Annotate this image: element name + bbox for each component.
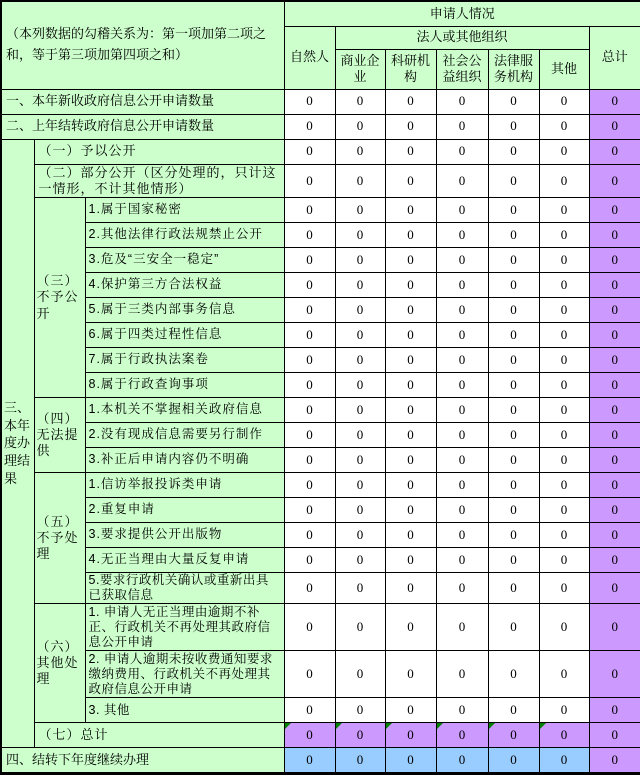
value-cell: 0 bbox=[488, 573, 539, 604]
total-value-cell: 0 bbox=[589, 423, 640, 448]
group-label-unable-to-provide: （四）无法提供 bbox=[34, 398, 85, 473]
value-cell: 0 bbox=[539, 448, 589, 473]
value-cell: 0 bbox=[284, 573, 335, 604]
value-cell: 0 bbox=[284, 448, 335, 473]
value-cell: 0 bbox=[385, 139, 436, 164]
total-value-cell: 0 bbox=[589, 114, 640, 139]
item-label: 5.要求行政机关确认或重新出具已获取信息 bbox=[85, 573, 284, 604]
value-cell: 0 bbox=[488, 348, 539, 373]
group-label-not-processed: （五）不予处理 bbox=[34, 473, 85, 604]
total-value-cell: 0 bbox=[589, 651, 640, 698]
col-header-research: 科研机构 bbox=[385, 49, 436, 89]
total-value-cell: 0 bbox=[589, 498, 640, 523]
value-cell: 0 bbox=[335, 448, 385, 473]
value-cell: 0 bbox=[436, 323, 488, 348]
value-cell: 0 bbox=[488, 423, 539, 448]
formula-indicator-icon bbox=[336, 723, 342, 729]
value-cell: 0 bbox=[385, 348, 436, 373]
value-cell: 0 bbox=[488, 323, 539, 348]
subtotal-value-cell bbox=[335, 723, 385, 748]
value-cell: 0 bbox=[488, 473, 539, 498]
total-value-cell: 0 bbox=[589, 398, 640, 423]
value-cell: 0 bbox=[488, 498, 539, 523]
value-cell: 0 bbox=[539, 604, 589, 651]
value-cell: 0 bbox=[385, 698, 436, 723]
value-cell: 0 bbox=[335, 498, 385, 523]
value-cell: 0 bbox=[436, 604, 488, 651]
value-cell: 0 bbox=[488, 114, 539, 139]
value-cell: 0 bbox=[284, 89, 335, 114]
value-cell: 0 bbox=[284, 139, 335, 164]
value-cell: 0 bbox=[539, 548, 589, 573]
value-cell: 0 bbox=[539, 273, 589, 298]
value-cell: 0 bbox=[335, 373, 385, 398]
value-cell: 0 bbox=[436, 298, 488, 323]
item-label: 1.本机关不掌握相关政府信息 bbox=[85, 398, 284, 423]
value-cell: 0 bbox=[539, 139, 589, 164]
value-cell: 0 bbox=[436, 573, 488, 604]
subtotal-value-cell bbox=[436, 723, 488, 748]
value-cell: 0 bbox=[335, 573, 385, 604]
value-cell: 0 bbox=[488, 198, 539, 223]
value-cell: 0 bbox=[335, 248, 385, 273]
value-cell: 0 bbox=[284, 473, 335, 498]
value-cell: 0 bbox=[436, 248, 488, 273]
value-cell: 0 bbox=[539, 223, 589, 248]
value-cell: 0 bbox=[436, 423, 488, 448]
value-cell: 0 bbox=[385, 373, 436, 398]
value-cell: 0 bbox=[335, 473, 385, 498]
total-value-cell: 0 bbox=[589, 548, 640, 573]
value: 0 bbox=[560, 726, 568, 742]
value-cell: 0 bbox=[436, 498, 488, 523]
value-cell: 0 bbox=[539, 373, 589, 398]
section-label-results: 三、本年度办理结果 bbox=[1, 139, 34, 748]
value-cell: 0 bbox=[436, 139, 488, 164]
value-cell: 0 bbox=[385, 498, 436, 523]
value-cell: 0 bbox=[436, 523, 488, 548]
value-cell: 0 bbox=[539, 498, 589, 523]
value-cell: 0 bbox=[335, 89, 385, 114]
value-cell: 0 bbox=[385, 473, 436, 498]
group-label-other-handling: （六）其他处理 bbox=[34, 604, 85, 723]
value-cell: 0 bbox=[284, 423, 335, 448]
item-label: 2.没有现成信息需要另行制作 bbox=[85, 423, 284, 448]
value-cell: 0 bbox=[385, 89, 436, 114]
value-cell: 0 bbox=[284, 223, 335, 248]
total-value-cell: 0 bbox=[589, 448, 640, 473]
item-label: 3.危及“三安全一稳定” bbox=[85, 248, 284, 273]
item-label: 2. 申请人逾期未按收费通知要求缴纳费用、行政机关不再处理其政府信息公开申请 bbox=[85, 651, 284, 698]
value-cell: 0 bbox=[284, 164, 335, 198]
value-cell: 0 bbox=[385, 523, 436, 548]
value-cell: 0 bbox=[284, 523, 335, 548]
col-header-public-welfare: 社会公益组织 bbox=[436, 49, 488, 89]
value-cell: 0 bbox=[385, 273, 436, 298]
value-cell: 0 bbox=[284, 398, 335, 423]
total-value-cell: 0 bbox=[589, 139, 640, 164]
item-label: 1.属于国家秘密 bbox=[85, 198, 284, 223]
value-cell: 0 bbox=[385, 164, 436, 198]
value-cell: 0 bbox=[335, 698, 385, 723]
value-cell: 0 bbox=[385, 448, 436, 473]
col-header-commercial: 商业企业 bbox=[335, 49, 385, 89]
total-value-cell: 0 bbox=[589, 248, 640, 273]
formula-indicator-icon bbox=[437, 723, 443, 729]
value-cell: 0 bbox=[539, 198, 589, 223]
value-cell: 0 bbox=[335, 398, 385, 423]
value-cell: 0 bbox=[488, 164, 539, 198]
value-cell: 0 bbox=[488, 448, 539, 473]
col-header-legal-org: 法人或其他组织 bbox=[335, 26, 589, 49]
value-cell: 0 bbox=[284, 348, 335, 373]
col-header-natural-person: 自然人 bbox=[284, 26, 335, 89]
value-cell: 0 bbox=[385, 298, 436, 323]
value: 0 bbox=[306, 726, 313, 742]
total-value-cell: 0 bbox=[589, 164, 640, 198]
row-label-granted: （一）予以公开 bbox=[34, 139, 284, 164]
value-cell: 0 bbox=[436, 164, 488, 198]
total-value-cell: 0 bbox=[589, 373, 640, 398]
value-cell: 0 bbox=[335, 139, 385, 164]
item-label: 3.补正后申请内容仍不明确 bbox=[85, 448, 284, 473]
subtotal-value-cell bbox=[284, 723, 335, 748]
formula-indicator-icon bbox=[285, 723, 291, 729]
value-cell: 0 bbox=[488, 273, 539, 298]
total-value-cell: 0 bbox=[589, 89, 640, 114]
value: 0 bbox=[458, 726, 466, 742]
value-cell: 0 bbox=[488, 651, 539, 698]
value-cell: 0 bbox=[335, 164, 385, 198]
carryover-value-cell: 0 bbox=[539, 748, 589, 774]
col-header-total: 总计 bbox=[589, 26, 640, 89]
value-cell: 0 bbox=[284, 698, 335, 723]
item-label: 5.属于三类内部事务信息 bbox=[85, 298, 284, 323]
value-cell: 0 bbox=[488, 298, 539, 323]
total-value-cell: 0 bbox=[589, 348, 640, 373]
note-cell: （本列数据的勾稽关系为：第一项加第二项之和，等于第三项加第四项之和） bbox=[1, 1, 284, 89]
value-cell: 0 bbox=[539, 473, 589, 498]
row-label-carry-to-next-year: 四、结转下年度继续办理 bbox=[1, 748, 284, 774]
row-label-new-requests: 一、本年新收政府信息公开申请数量 bbox=[1, 89, 284, 114]
value-cell: 0 bbox=[436, 373, 488, 398]
value-cell: 0 bbox=[488, 523, 539, 548]
value-cell: 0 bbox=[436, 651, 488, 698]
carryover-value-cell: 0 bbox=[385, 748, 436, 774]
value-cell: 0 bbox=[436, 698, 488, 723]
value-cell: 0 bbox=[335, 548, 385, 573]
value-cell: 0 bbox=[539, 348, 589, 373]
subtotal-value-cell bbox=[385, 723, 436, 748]
value-cell: 0 bbox=[284, 604, 335, 651]
total-value-cell: 0 bbox=[589, 223, 640, 248]
value-cell: 0 bbox=[385, 248, 436, 273]
item-label: 1.信访举报投诉类申请 bbox=[85, 473, 284, 498]
value-cell: 0 bbox=[335, 298, 385, 323]
item-label: 2.重复申请 bbox=[85, 498, 284, 523]
value-cell: 0 bbox=[539, 698, 589, 723]
value-cell: 0 bbox=[436, 348, 488, 373]
value-cell: 0 bbox=[539, 298, 589, 323]
total-value-cell: 0 bbox=[589, 604, 640, 651]
value-cell: 0 bbox=[385, 198, 436, 223]
value-cell: 0 bbox=[539, 651, 589, 698]
value-cell: 0 bbox=[385, 398, 436, 423]
carryover-value-cell: 0 bbox=[436, 748, 488, 774]
value: 0 bbox=[356, 726, 364, 742]
value-cell: 0 bbox=[385, 114, 436, 139]
item-label: 3. 其他 bbox=[85, 698, 284, 723]
value-cell: 0 bbox=[284, 323, 335, 348]
value-cell: 0 bbox=[436, 114, 488, 139]
total-value-cell: 0 bbox=[589, 473, 640, 498]
total-value-cell: 0 bbox=[589, 723, 640, 748]
value-cell: 0 bbox=[284, 114, 335, 139]
item-label: 4.保护第三方合法权益 bbox=[85, 273, 284, 298]
value-cell: 0 bbox=[385, 423, 436, 448]
value-cell: 0 bbox=[335, 348, 385, 373]
row-label-partial-disclosure: （二）部分公开（区分处理的，只计这一情形，不计其他情形） bbox=[34, 164, 284, 198]
value-cell: 0 bbox=[385, 573, 436, 604]
value-cell: 0 bbox=[539, 423, 589, 448]
formula-indicator-icon bbox=[386, 723, 392, 729]
total-value-cell: 0 bbox=[589, 748, 640, 774]
value-cell: 0 bbox=[539, 114, 589, 139]
item-label: 6.属于四类过程性信息 bbox=[85, 323, 284, 348]
col-header-legal-service: 法律服务机构 bbox=[488, 49, 539, 89]
value-cell: 0 bbox=[385, 223, 436, 248]
value-cell: 0 bbox=[385, 604, 436, 651]
value-cell: 0 bbox=[488, 89, 539, 114]
value-cell: 0 bbox=[539, 89, 589, 114]
item-label: 2.其他法律行政法规禁止公开 bbox=[85, 223, 284, 248]
total-value-cell: 0 bbox=[589, 523, 640, 548]
carryover-value-cell: 0 bbox=[335, 748, 385, 774]
value-cell: 0 bbox=[436, 273, 488, 298]
value-cell: 0 bbox=[436, 473, 488, 498]
value-cell: 0 bbox=[488, 398, 539, 423]
value-cell: 0 bbox=[436, 223, 488, 248]
item-label: 7.属于行政执法案卷 bbox=[85, 348, 284, 373]
value-cell: 0 bbox=[488, 248, 539, 273]
value-cell: 0 bbox=[335, 323, 385, 348]
row-label-carried-from-last-year: 二、上年结转政府信息公开申请数量 bbox=[1, 114, 284, 139]
value-cell: 0 bbox=[539, 398, 589, 423]
value-cell: 0 bbox=[385, 323, 436, 348]
value-cell: 0 bbox=[436, 448, 488, 473]
carryover-value-cell: 0 bbox=[488, 748, 539, 774]
value-cell: 0 bbox=[436, 398, 488, 423]
value-cell: 0 bbox=[284, 373, 335, 398]
carryover-value-cell: 0 bbox=[284, 748, 335, 774]
value-cell: 0 bbox=[335, 423, 385, 448]
value-cell: 0 bbox=[488, 698, 539, 723]
item-label: 8.属于行政查询事项 bbox=[85, 373, 284, 398]
total-value-cell: 0 bbox=[589, 298, 640, 323]
value-cell: 0 bbox=[284, 651, 335, 698]
item-label: 4.无正当理由大量反复申请 bbox=[85, 548, 284, 573]
value-cell: 0 bbox=[488, 139, 539, 164]
value-cell: 0 bbox=[539, 573, 589, 604]
value-cell: 0 bbox=[284, 298, 335, 323]
value-cell: 0 bbox=[284, 248, 335, 273]
value-cell: 0 bbox=[436, 548, 488, 573]
value-cell: 0 bbox=[539, 164, 589, 198]
item-label: 3.要求提供公开出版物 bbox=[85, 523, 284, 548]
value-cell: 0 bbox=[488, 548, 539, 573]
value-cell: 0 bbox=[284, 498, 335, 523]
header-applicant-situation: 申请人情况 bbox=[284, 1, 640, 26]
total-value-cell: 0 bbox=[589, 573, 640, 604]
value-cell: 0 bbox=[335, 651, 385, 698]
value-cell: 0 bbox=[436, 198, 488, 223]
col-header-other: 其他 bbox=[539, 49, 589, 89]
value-cell: 0 bbox=[436, 89, 488, 114]
row-label-subtotal: （七）总计 bbox=[34, 723, 284, 748]
value-cell: 0 bbox=[335, 114, 385, 139]
value: 0 bbox=[407, 726, 414, 742]
value-cell: 0 bbox=[488, 223, 539, 248]
item-label: 1. 申请人无正当理由逾期不补正、行政机关不再处理其政府信息公开申请 bbox=[85, 604, 284, 651]
value-cell: 0 bbox=[488, 604, 539, 651]
group-label-not-disclosed: （三）不予公开 bbox=[34, 198, 85, 398]
total-value-cell: 0 bbox=[589, 273, 640, 298]
value-cell: 0 bbox=[385, 548, 436, 573]
value-cell: 0 bbox=[284, 548, 335, 573]
value-cell: 0 bbox=[335, 198, 385, 223]
total-value-cell: 0 bbox=[589, 698, 640, 723]
value-cell: 0 bbox=[335, 604, 385, 651]
subtotal-value-cell bbox=[488, 723, 539, 748]
value-cell: 0 bbox=[284, 273, 335, 298]
formula-indicator-icon bbox=[540, 723, 546, 729]
value-cell: 0 bbox=[539, 523, 589, 548]
value-cell: 0 bbox=[385, 651, 436, 698]
value-cell: 0 bbox=[335, 223, 385, 248]
value-cell: 0 bbox=[539, 248, 589, 273]
total-value-cell: 0 bbox=[589, 198, 640, 223]
formula-indicator-icon bbox=[489, 723, 495, 729]
value: 0 bbox=[510, 726, 517, 742]
total-value-cell: 0 bbox=[589, 323, 640, 348]
value-cell: 0 bbox=[539, 323, 589, 348]
value-cell: 0 bbox=[284, 198, 335, 223]
value-cell: 0 bbox=[488, 373, 539, 398]
value-cell: 0 bbox=[335, 523, 385, 548]
subtotal-value-cell bbox=[539, 723, 589, 748]
value-cell: 0 bbox=[335, 273, 385, 298]
